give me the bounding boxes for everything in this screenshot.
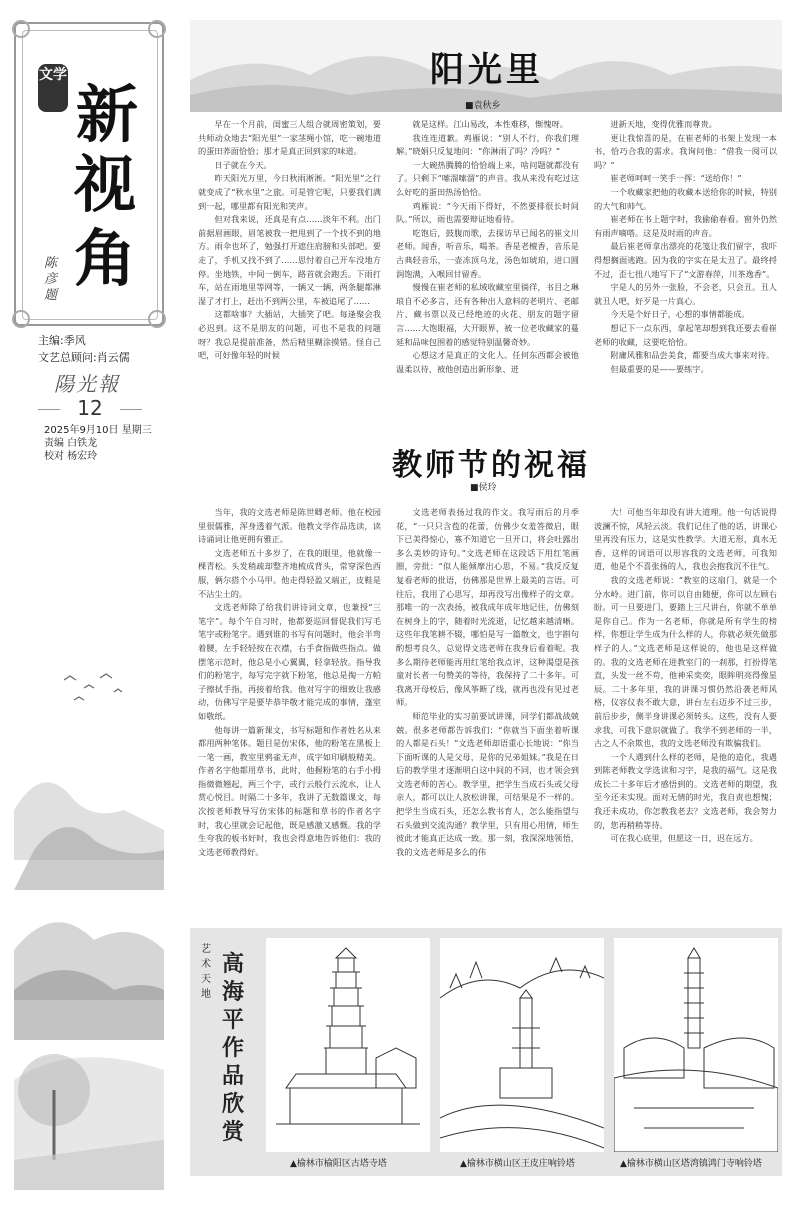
art-label-char: 术 xyxy=(201,959,211,970)
article-paragraph: 可在我心底里，但愿这一日，迟在远方。 xyxy=(610,833,758,844)
article-title: 教师节的祝福 xyxy=(392,448,590,483)
masthead xyxy=(14,22,164,512)
article-paragraph: 最后崔老师拿出漂亮的花笺让我们留字，我吓得想搁面逃跑。因为我的字实在是太丑了。最终捋不过，歪七扭八地写下了“文游春萍，川茶逸香”。 xyxy=(594,241,777,279)
corner-ornament xyxy=(12,20,30,38)
artwork-image xyxy=(614,938,778,1152)
consultant: 文艺总顾问:肖云儒 xyxy=(38,351,130,364)
masthead-frame xyxy=(14,22,164,326)
art-section-label xyxy=(196,942,216,1002)
article-paragraph: 就是这样。江山易改，本性难移，惭愧呀。 xyxy=(412,119,568,129)
artwork-caption: ▲榆林市横山区王皮庄响铃塔 xyxy=(460,1159,575,1169)
art-label-char: 天 xyxy=(201,974,211,985)
article-column xyxy=(594,118,777,418)
masthead-title-char: 视 xyxy=(74,148,137,221)
article-paragraph: 文选老师表扬过我的作文。我写雨后的月季花，“一只只含苞的花蕾，仿佛少女羞答微启，眼下已美得惊心，寡不知道它一旦开口，将会吐露出多么美妙的诗句。”文选老师在这段话下用红笔画圈，旁批：“似人能倾摩出心思，不易。”我反反复复看老师的批语，仿佛那是世界上最美的言语。可往后，我用了心思写，却再没写出像样子的文章。那唯一的一次表扬，被我成年成年地记住，仿佛刻在树身上的字，随着时光流逝，记忆越来越清晰。这些年我笔耕不辍，哪怕是写一篇散文，也字斟句酌想考良久，总觉得文选老师在我身后看着呢。我多么期待老师能再用红笔给我点评，这种渴望是孩童对长者一句赞美的等待，我保持了二十多年。可我离开母校后，像风筝断了线，就再也没有见过老师。 xyxy=(396,507,579,708)
article-paragraph: 日子就在今天。 xyxy=(214,159,272,170)
pagoda-sketch xyxy=(266,938,430,1152)
article-paragraph: 今天是个好日子，心想的事情都能成。 xyxy=(610,309,750,320)
page-number: 12 xyxy=(38,396,142,420)
article-column xyxy=(396,118,579,436)
article-paragraph: 但最重要的是——要练字。 xyxy=(610,363,709,374)
article-column xyxy=(198,506,381,916)
article-paragraph: 吃饱后，鼓腹而歌，去探访早已闻名的崔文川老师。闻香，听音乐，喝茶。香是老檀香，音乐是古典轻音乐，一壶冻顶乌龙，汤色如琥珀，进口圆润饱满，入喉回甘留香。 xyxy=(396,227,579,279)
artwork-image xyxy=(440,938,604,1152)
art-label-char: 艺 xyxy=(201,944,211,955)
art-section xyxy=(190,928,782,1176)
article-paragraph: 大！可他当年却没有讲大道理。他一句话说得波澜不惊，风轻云淡。我们记住了他的话，讲课心里再没有压力，这是实性教学。大道无形，真水无香，这样的词语可以形容我的文选老师，可我知道，他是个不喜张扬的人，我也会抱我沉不住气。 xyxy=(594,507,777,572)
landscape-illustration xyxy=(14,660,164,1190)
pagoda-sketch xyxy=(440,938,604,1152)
art-label-char: 地 xyxy=(201,989,211,1000)
article-paragraph: 鸡雁说：“今天雨下得好，不然要排很长时间队。”所以，雨也需要辩证地看待。 xyxy=(396,200,579,225)
article-paragraph: 师范毕业的实习前要试讲课，同学们都战战兢兢。很多老师都告诉我们：“你就当下面坐着听课的人都是石头！”文选老师却语重心长地说：“你当下面听课的人是父母，是你的兄弟姐妹。”我是在日后的教学里才逐渐明白这中间的不同，也才领会到文选老师的苦心。教学里，把学生当成石头或父母亲人，都可以让人放松讲课，可结果是不一样的。把学生当成石头，还怎么教书育人，怎么能指望与石头做到交流沟通？教学里，只有用心用情，师生彼此才能真正达成一致。那一刻，我深深地领悟，我的文选老师是多么的伟 xyxy=(396,710,579,857)
article-paragraph: 文选老师五十多岁了，在我的眼里，他就像一棵青松。头发稍疏却整齐地梳成背头，常穿深色西服，俩尔搭个小马甲。他走得轻盈又端正，皮鞋是不沾尘土的。 xyxy=(198,547,381,599)
issue-date: 2025年9月10日 星期三 xyxy=(44,425,152,436)
article-paragraph: 这都啥事？大插站，大插笑了吧。每逢聚会我必迟到。这不是朋友的问题，可也不是我的问题呀？我总是提前准备，然后精里糊涂摸错。怪自己吧，可好像年轻的时候 xyxy=(198,309,381,361)
article-byline: ■侯玲 xyxy=(470,483,497,493)
corner-ornament xyxy=(12,310,30,328)
article-byline: ■袁秋乡 xyxy=(465,101,501,111)
article-column xyxy=(198,118,381,436)
editor: 主编:季风 xyxy=(38,334,86,347)
article-paragraph: 更让我惊喜的是，在崔老师的书架上发现一本书，恰巧合我的需求。我询问他：“借我一阅可以吗？” xyxy=(594,132,777,170)
corner-ornament xyxy=(148,20,166,38)
article-column xyxy=(594,506,777,916)
article-paragraph: 心想这才是真正的文化人。任何东西都会被他温柔以待，被他创造出新形象、迸 xyxy=(396,350,579,374)
editor-in-charge: 责编 白铁龙 xyxy=(44,438,98,449)
article-paragraph: 他每讲一篇新课文，书写标题和作者姓名从来都用两种笔体。题目是仿宋体，他的粉笔在黑板上一笔一画，教室里鸦雀无声，成字如印刷般精美。作者名字他都用草书，此时，他握粉笔的右手小拇指微微翘起，两三个字，或行云般行云流水，让人赏心悦目。时隔二十多年，我讲了无数篇课文，每次按老师教导写仿宋体的标题和草书的作者名字时，我心里就会记起他，既是感激又感慨。我的学生夸我的板书好时，我也会得意地告诉他们：我的文选老师教得好。 xyxy=(198,724,381,857)
masthead-title-char: 新 xyxy=(76,78,139,151)
article-paragraph: 崔老师呵呵一笑手一挥：“送给你！” xyxy=(610,173,742,184)
article-paragraph: 我的文选老师说：“教室的这扇门，就是一个分水岭。进门前，你可以自由随便，你可以左顾右盼。可一旦要进门，要踏上三尺讲台，你就不单单是你自己。作为一名老师，你就是所有学生的榜样，你想让学生成为什么样的人，你就必须先做那样子的人。”文选老师是这样说的，他也是这样做的。我的文选老师在进教室门的一刹那，打扮得笔直，头发一丝不苟，他神采奕奕，眼眸明亮得像星辰。二十多年里，我的讲课习惯仍然沿袭老师风格，仪容仪表不敢大意，讲台左右迈步不过三步，前后步步，侧半身讲课必须转头。这些，没有人要求我，可我下意识就做了。我学不到老师的一半，古之人不余欺也，我的文选老师没有欺骗我们。 xyxy=(594,574,777,749)
calligrapher-signature: 陈彦题 xyxy=(44,256,58,303)
article-paragraph: 慢慢在崔老师的私域收藏室里徜徉，书目之琳琅自不必多言，还有各种出人意料的老明片、老邮片、藏书票以及已经绝迹的火花、朋友的题字留言……大饱眼福，大开眼界，被一位老收藏家的蔓延和品味包围着的感觉特别温馨奇妙。 xyxy=(396,282,579,347)
article-paragraph: 一大碗热腾腾的恰恰端上来，啥问题就都没有了。只剩下“嗦溜嗦溜”的声音。我从来没有吃过这么好吃的蛋田热汤恰恰。 xyxy=(396,159,579,197)
article-paragraph: 一个收藏家把他的收藏本送给你的时候，特别的大气和帅气。 xyxy=(594,186,777,211)
article-paragraph: 一个人遇到什么样的老师，是他的造化，我遇到陈老师教文学选读和习字，是我的福气。这是我成长二十多年后才感悟到的。文选老师的期望，我至今还未实现。面对无情的时光，我自责也想愧；我还未成功，你怎教我老去？文选老师，我会努力的，您再稍稍等待。 xyxy=(594,751,777,830)
article-title: 阳光里 xyxy=(430,50,544,90)
article-paragraph: 进新天地，变得优雅而尊贵。 xyxy=(610,119,717,129)
pagoda-sketch xyxy=(614,938,778,1152)
article-paragraph: 崔老师在书上题字时，我偷偷春看。窗外仍然有雨声嘀嗒。这是及时雨的声音。 xyxy=(594,214,777,238)
article-paragraph: 附庸风雅和品尝美食，都要当成大事来对待。 xyxy=(610,350,775,361)
proofreader: 校对 杨宏玲 xyxy=(44,451,98,462)
article-paragraph: 早在一个月前，闺蜜三人组合就周密策划，要共师动众地去“阳光里”一家茎绳小馆，吃一碗地道的蛋田荞面恰恰；那才是真正回到家的味道。 xyxy=(198,119,381,157)
article-paragraph: 我连连道歉。鸡雁说：“别人不行，你我们理解。”晓娟只反复地问：“你淋雨了吗？冷吗？” xyxy=(396,132,579,157)
masthead-title-char: 角 xyxy=(74,222,137,295)
artwork-image xyxy=(266,938,430,1152)
paper-name: 陽光報 xyxy=(54,372,120,396)
article-paragraph: 昨天阳光万里，今日秋雨淅淅。“阳光里”之行就变成了“秋水里”之旅。可是管它呢，只要我们满到一起，哪里都有阳光和笑声。 xyxy=(198,173,381,211)
article-paragraph: 字是人的另外一张脸，不会老，只会丑。丑人就丑人吧，好歹是一片真心。 xyxy=(594,282,777,306)
article-paragraph: 当年，我的文选老师是陈世卿老师。他在校园里很儒雅，浑身透着气派。他教文学作品选读，读诗诵词让他更拥有雅正。 xyxy=(198,507,381,545)
article-column xyxy=(396,506,579,916)
art-section-title: 高海平作品欣赏 xyxy=(221,951,244,1145)
artwork-caption: ▲榆林市榆阳区古塔寺塔 xyxy=(290,1159,387,1169)
article-paragraph: 文选老师除了给我们讲诗词文章，也兼授“三笔字”。每个午自习时，他都要巡回督促我们写毛笔字或粉笔字。遇到谁的书写有问题时，他会半弯着腰，左手轻轻按在衣襟，右手食指做些指点。做摆笔示范时，他总是小心翼翼，轻拿轻放。指导我们的粉笔字，每写完字就下粉笔，他总是掏一方帕子擦拭手指，再接着给我。他对写字的细致让我感动，仿佛写字是要毕恭毕敬才能完成的事情，蓬室如敬纸。 xyxy=(198,602,381,721)
corner-ornament xyxy=(148,310,166,328)
artwork-caption: ▲榆林市横山区塔湾镇鸿门寺响铃塔 xyxy=(620,1159,762,1169)
editor-credits xyxy=(38,332,130,366)
article-paragraph: 但对我来说，还真是有点……淡年不利。出门前据眉画眼，眉笔被我一把甩到了一个找不到的地方。雨伞也坏了，勉强打开遮住肩膀和头部吧。要走了，手机又找不到了……思忖着自己开车没地方停。坐地铁，中间一倒车，路首就会跑丢。下雨打车，站在雨地里等网等，一辆又一辆，两条腿都淋湿了才打上，赶出不到两公里，车被追尾了…… xyxy=(198,214,381,306)
section-tag: 文学 xyxy=(38,64,68,112)
article-paragraph: 想记下一点东西，拿起笔却想到我还要去看崔老师的收藏，这要吃恰恰。 xyxy=(594,322,777,347)
issue-info xyxy=(44,424,152,463)
